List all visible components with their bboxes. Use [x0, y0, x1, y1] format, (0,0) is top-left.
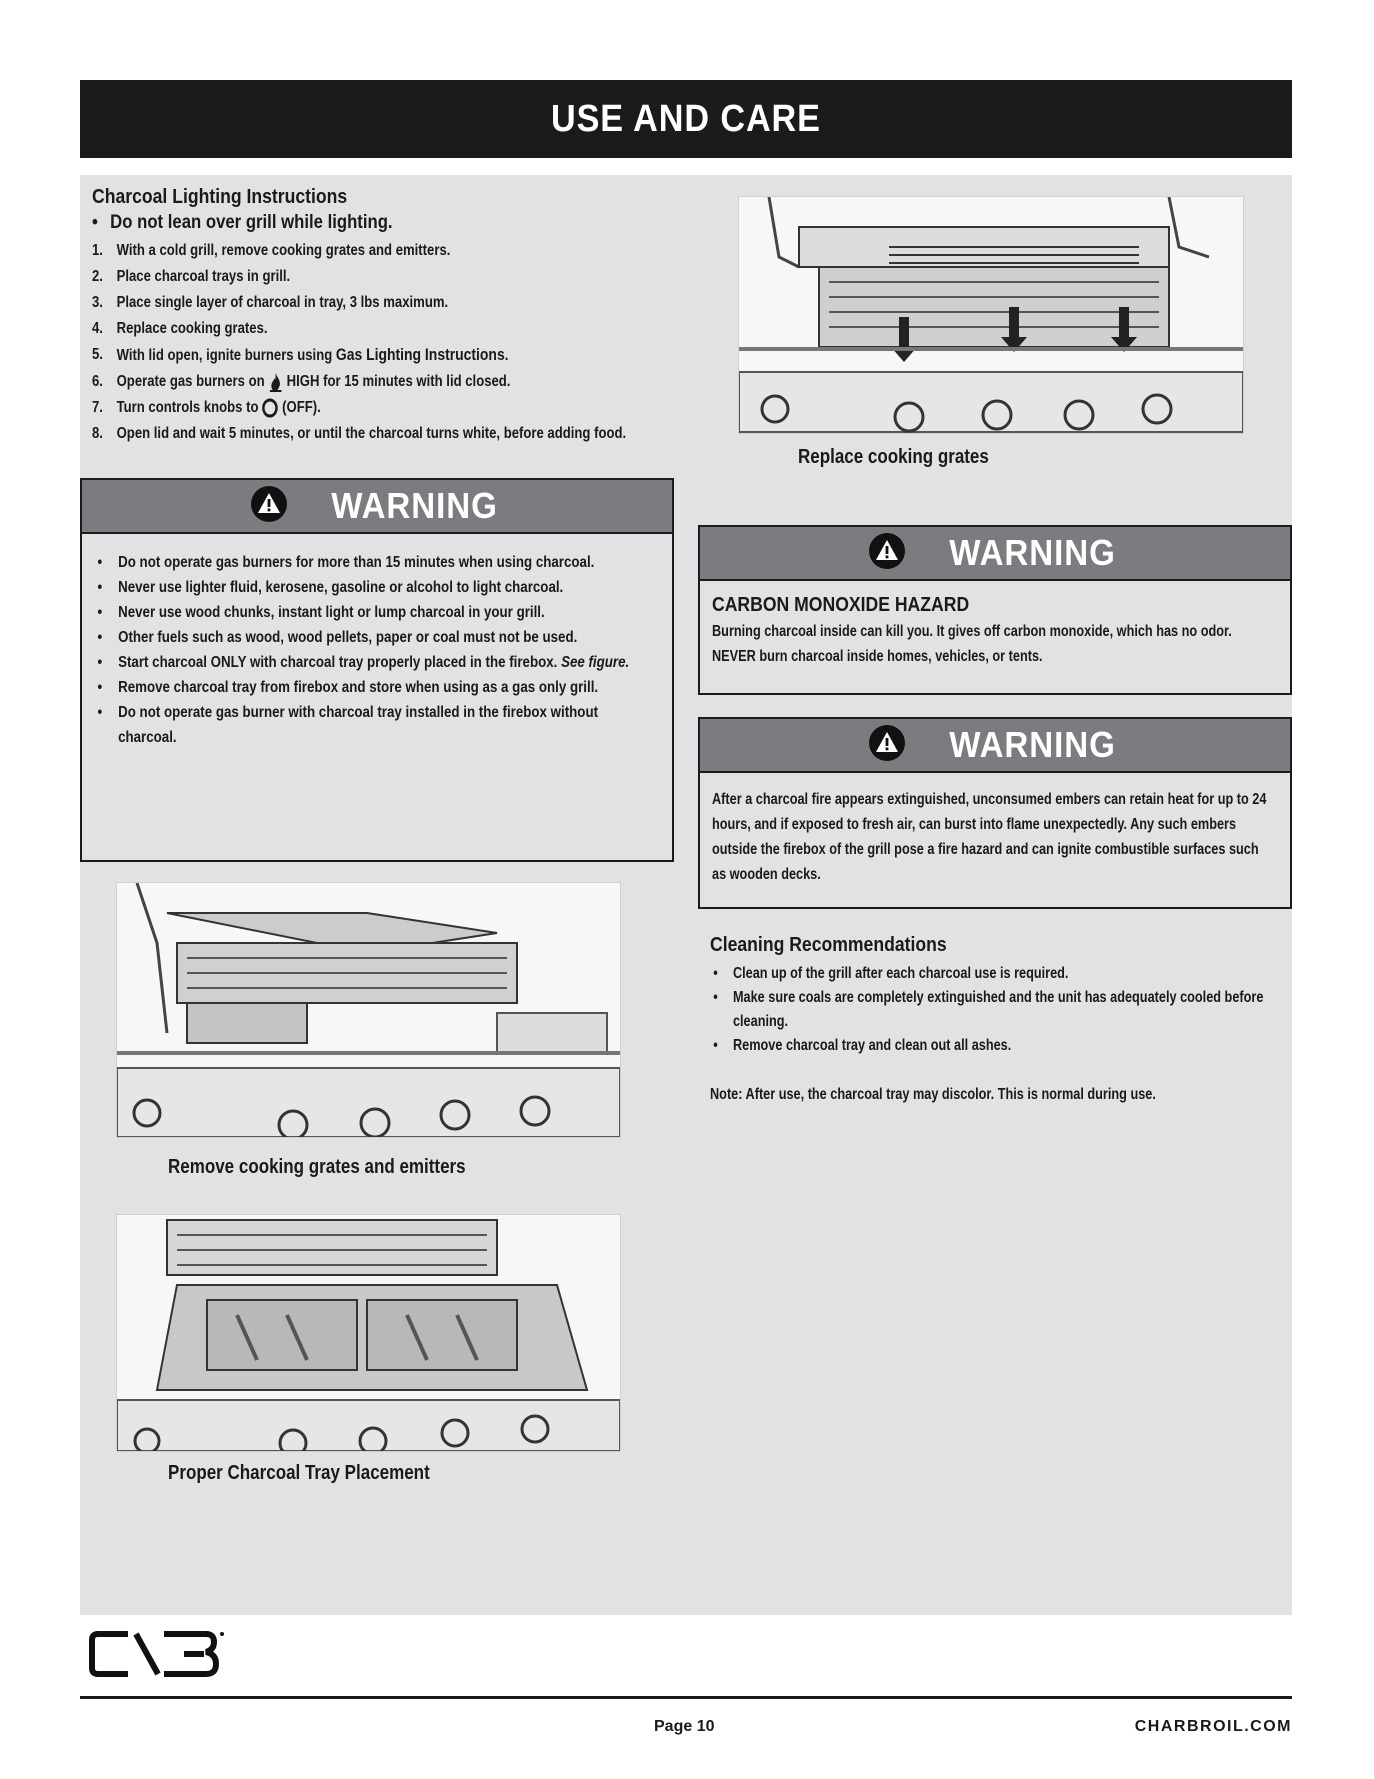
carbon-monoxide-text: Burning charcoal inside can kill you. It gives off carbon monoxide, which has no odor. NEVER burn charcoal inside homes, vehicles, or tents. [712, 623, 1232, 665]
step-item: 5. With lid open, ignite burners using Gas Lighting Instructions. [92, 345, 509, 364]
warning-header [700, 527, 1290, 581]
step-text: Place charcoal trays in grill. [116, 268, 291, 285]
photo-tray-placement [116, 1214, 621, 1452]
photo-remove-grates [116, 882, 621, 1138]
step-text: Place single layer of charcoal in tray, 3 lbs maximum. [116, 294, 449, 311]
warning-title: WARNING [948, 532, 1116, 573]
warning-body [700, 581, 1290, 679]
caption-tray-placement: Proper Charcoal Tray Placement [168, 1462, 430, 1484]
step-item: 2. Place charcoal trays in grill. [92, 268, 291, 285]
flame-icon [268, 372, 283, 392]
step-text: Replace cooking grates. [116, 320, 268, 337]
step-text: Open lid and wait 5 minutes, or until the charcoal turns white, before adding food. [116, 425, 627, 442]
step-item: 6. Operate gas burners on HIGH for 15 minutes with lid closed. [92, 373, 511, 390]
step-item: 8. Open lid and wait 5 minutes, or until the charcoal turns white, before adding food. [92, 425, 627, 442]
brand-logo [88, 1628, 228, 1685]
warning-body [700, 773, 1290, 897]
site-url: CHARBROIL.COM [1134, 1718, 1292, 1735]
warning-item: • Start charcoal ONLY with charcoal tray properly placed in the firebox. See figure. [97, 654, 630, 671]
caption-replace-grates: Replace cooking grates [798, 446, 989, 468]
warning-item: • Never use lighter fluid, kerosene, gasoline or alcohol to light charcoal. [97, 579, 564, 596]
step-text: With a cold grill, remove cooking grates and emitters. [116, 242, 451, 259]
caption-remove-grates: Remove cooking grates and emitters [168, 1156, 466, 1178]
warning-triangle-icon [868, 724, 906, 767]
carbon-monoxide-subtitle: CARBON MONOXIDE HAZARD [712, 594, 970, 616]
warning-header [700, 719, 1290, 773]
lean-warning-text: Do not lean over grill while lighting. [110, 212, 393, 233]
warning-triangle-icon [250, 485, 288, 528]
warning-triangle-icon [868, 532, 906, 575]
warning-item: • Do not operate gas burners for more than 15 minutes when using charcoal. [97, 554, 595, 571]
step-text: Operate gas burners on [116, 373, 269, 390]
warning-item: • Never use wood chunks, instant light or lump charcoal in your grill. [97, 604, 545, 621]
warning-item: • Other fuels such as wood, wood pellets, paper or coal must not be used. [97, 629, 578, 646]
page-title: USE AND CARE [551, 97, 821, 140]
cleaning-list [710, 962, 1268, 1058]
warning-item: • Remove charcoal tray from firebox and store when using as a gas only grill. [97, 679, 599, 696]
cleaning-item: • Remove charcoal tray and clean out all ashes. [713, 1037, 1012, 1054]
warning-title: WARNING [330, 485, 498, 526]
warning-box-charcoal [80, 478, 674, 862]
warning-header [82, 480, 672, 534]
see-figure-note: See figure. [561, 654, 630, 671]
charcoal-steps [92, 238, 692, 447]
step-item: 4. Replace cooking grates. [92, 320, 268, 337]
step-text: With lid open, ignite burners using [116, 347, 336, 364]
cleaning-note: Note: After use, the charcoal tray may discolor. This is normal during use. [710, 1086, 1156, 1103]
step-item: 7. Turn controls knobs to (OFF). [92, 399, 321, 416]
step-text: Turn controls knobs to [116, 399, 263, 416]
off-circle-icon [262, 398, 278, 418]
lean-warning-bullet: • Do not lean over grill while lighting. [92, 212, 393, 233]
warning-body [82, 534, 672, 760]
page-number: Page 10 [654, 1718, 715, 1735]
footer-rule [80, 1696, 1292, 1699]
warning-item: • Do not operate gas burner with charcoal tray installed in the firebox without charcoal. [97, 704, 599, 746]
page-header [80, 80, 1292, 158]
cleaning-item: • Clean up of the grill after each charcoal use is required. [713, 965, 1069, 982]
warning-box-embers [698, 717, 1292, 909]
warning-title: WARNING [948, 724, 1116, 765]
photo-replace-grates [738, 196, 1244, 434]
warning-box-carbon-monoxide [698, 525, 1292, 695]
embers-text: After a charcoal fire appears extinguished, unconsumed embers can retain heat for up to 24 hours, and if exposed to fresh air, can burst into flame unexpectedly. Any such embers outside the firebox of the grill pose a fire hazard and can ignite combustible surfaces such as wooden decks. [712, 791, 1267, 883]
cleaning-title: Cleaning Recommendations [710, 934, 947, 956]
charcoal-lighting-title: Charcoal Lighting Instructions [92, 186, 348, 208]
step-item: 1. With a cold grill, remove cooking grates and emitters. [92, 242, 451, 259]
gas-lighting-ref: Gas Lighting Instructions [335, 345, 505, 364]
step-item: 3. Place single layer of charcoal in tray, 3 lbs maximum. [92, 294, 449, 311]
cleaning-item: • Make sure coals are completely extinguished and the unit has adequately cooled before cleaning. [713, 989, 1264, 1030]
